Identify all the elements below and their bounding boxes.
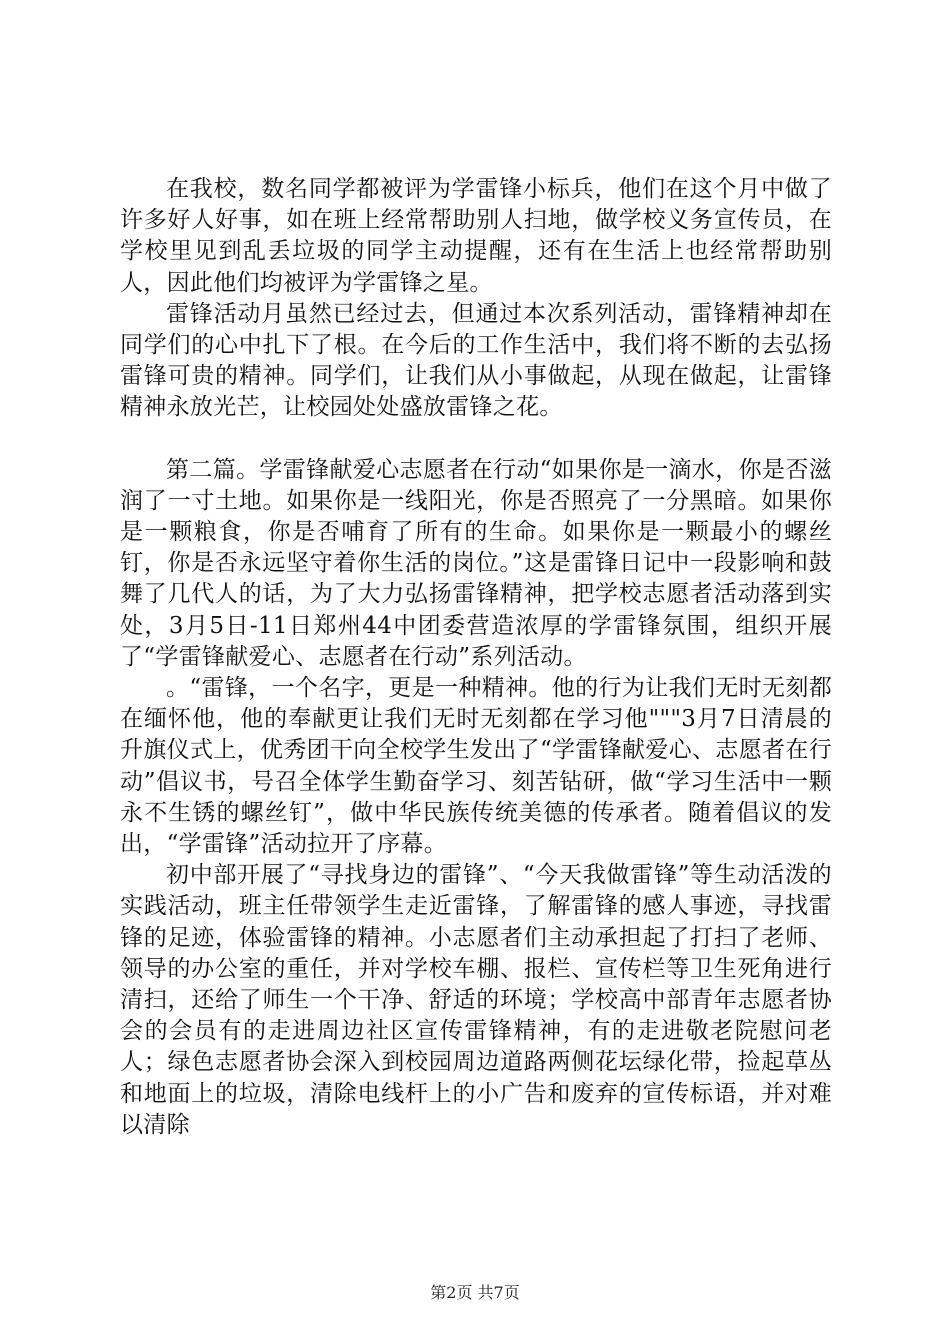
paragraph-gap	[120, 424, 832, 455]
paragraph: 第二篇。学雷锋献爱心志愿者在行动“如果你是一滴水，你是否滋润了一寸土地。如果你是一线阳光，你是否照亮了一分黑暗。如果你是一颗粮食，你是否哺育了所有的生命。如果你是一颗最小的螺丝钉，你是否永远坚守着你生活的岗位。”这是雷锋日记中一段影响和鼓舞了几代人的话，为了大力弘扬雷锋精神，把学校志愿者活动落到实处，3月5日-11日郑州44中团委营造浓厚的学雷锋氛围，组织开展了“学雷锋献爱心、志愿者在行动”系列活动。	[120, 456, 832, 670]
document-body	[120, 174, 832, 1141]
page-footer	[0, 1280, 950, 1303]
paragraph: 。“雷锋，一个名字，更是一种精神。他的行为让我们无时无刻都在缅怀他，他的奉献更让我们无时无刻都在学习他"""3月7日清晨的升旗仪式上，优秀团干向全校学生发出了“学雷锋献爱心、志愿者在行动”倡议书，号召全体学生勤奋学习、刻苦钻研，做“学习生活中一颗永不生锈的螺丝钉”，做中华民族传统美德的传承者。随着倡议的发出，“学雷锋”活动拉开了序幕。	[120, 675, 832, 858]
paragraph: 在我校，数名同学都被评为学雷锋小标兵，他们在这个月中做了许多好人好事，如在班上经常帮助别人扫地，做学校义务宣传员，在学校里见到乱丢垃圾的同学主动提醒，还有在生活上也经常帮助别人，因此他们均被评为学雷锋之星。	[120, 176, 832, 296]
paragraph: 雷锋活动月虽然已经过去，但通过本次系列活动，雷锋精神却在同学们的心中扎下了根。在今后的工作生活中，我们将不断的去弘扬雷锋可贵的精神。同学们，让我们从小事做起，从现在做起，让雷锋精神永放光芒，让校园处处盛放雷锋之花。	[120, 300, 832, 421]
paragraph: 初中部开展了“寻找身边的雷锋”、“今天我做雷锋”等生动活泼的实践活动，班主任带领学生走近雷锋，了解雷锋的感人事迹，寻找雷锋的足迹，体验雷锋的精神。小志愿者们主动承担起了打扫了老师、领导的办公室的重任，并对学校车棚、报栏、宣传栏等卫生死角进行清扫，还给了师生一个干净、舒适的环境；学校高中部青年志愿者协会的会员有的走进周边社区宣传雷锋精神，有的走进敬老院慰问老人；绿色志愿者协会深入到校园周边道路两侧花坛绿化带，捡起草丛和地面上的垃圾，清除电线杆上的小广告和废弃的宣传标语，并对难以清除	[120, 862, 832, 1138]
page-number: 第2页 共7页	[430, 1283, 520, 1302]
